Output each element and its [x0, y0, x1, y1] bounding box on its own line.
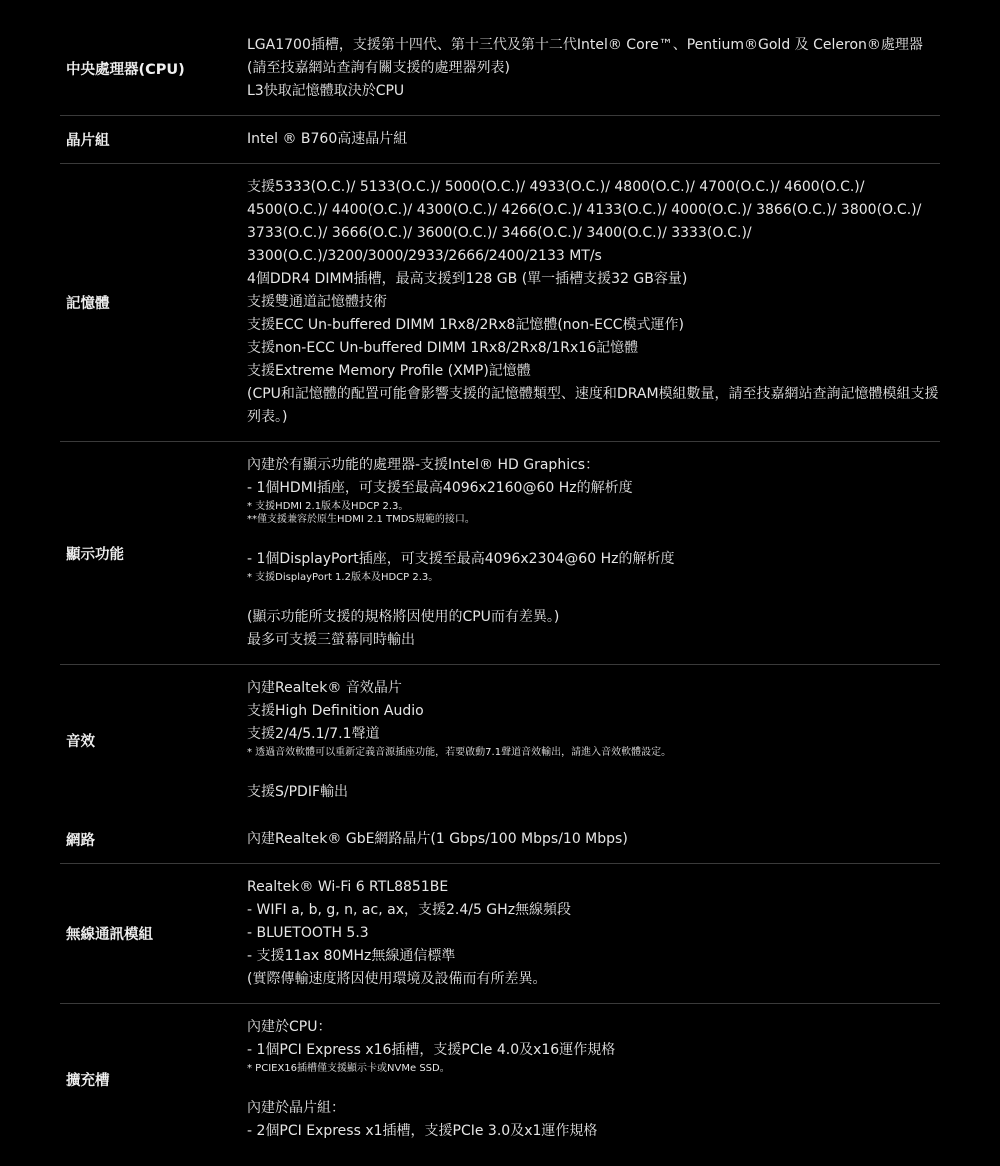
spec-row-expansion [60, 1004, 940, 1155]
spec-label-chipset: 晶片組 [66, 133, 110, 149]
spec-value-memory [247, 176, 940, 429]
spec-note: * 透過音效軟體可以重新定義音源插座功能，若要啟動7.1聲道音效輸出，請進入音效軟體設定。 [247, 747, 672, 758]
spec-line: Realtek® Wi-Fi 6 RTL8851BE [247, 879, 449, 895]
spec-line: LGA1700插槽，支援第十四代、第十三代及第十二代Intel® Core™、Pentium®Gold 及 Celeron®處理器 [247, 37, 923, 53]
spec-line: (請至技嘉網站查詢有關支援的處理器列表) [247, 60, 510, 76]
spec-line: 最多可支援三螢幕同時輸出 [247, 632, 415, 648]
spec-row-wireless [60, 864, 940, 1004]
spec-label-memory: 記憶體 [66, 296, 110, 312]
spec-line: - 1個HDMI插座，可支援至最高4096x2160@60 Hz的解析度 [247, 480, 633, 496]
spec-line: L3快取記憶體取決於CPU [247, 83, 405, 99]
spec-line: (CPU和記憶體的配置可能會影響支援的記憶體類型、速度和DRAM模組數量，請至技嘉網站查詢記憶體模組支援列表。) [247, 386, 939, 425]
spec-label-wireless: 無線通訊模組 [66, 927, 153, 943]
spec-line: Intel ® B760高速晶片組 [247, 131, 408, 147]
spec-line: 支援5333(O.C.)/ 5133(O.C.)/ 5000(O.C.)/ 4933(O.C.)/ 4800(O.C.)/ 4700(O.C.)/ 4600(O.C.)/ 4500(O.C.)/ 4400(O.C.)/ 4300(O.C.)/ 4266(O.C.)/ 4133(O.C.)/ 4000(O.C.)/ 3866(O.C.)/ 3800(O.C.)/ 3733(O.C.)/ 3666(O.C.)/ 3600(O.C.)/ 3466(O.C.)/ 3400(O.C.)/ 3333(O.C.)/ [247, 179, 922, 241]
spec-row-lan [60, 816, 940, 864]
spec-note: * 支援HDMI 2.1版本及HDCP 2.3。 [247, 501, 409, 512]
spec-line: - 支援11ax 80MHz無線通信標準 [247, 948, 456, 964]
spec-line: 支援ECC Un-buffered DIMM 1Rx8/2Rx8記憶體(non-ECC模式運作) [247, 317, 685, 333]
spec-row-memory [60, 164, 940, 442]
spec-line: 支援Extreme Memory Profile (XMP)記憶體 [247, 363, 531, 379]
spec-line: 支援2/4/5.1/7.1聲道 [247, 726, 380, 742]
spec-line: 支援雙通道記憶體技術 [247, 294, 387, 310]
spec-note: * 支援DisplayPort 1.2版本及HDCP 2.3。 [247, 572, 439, 583]
spec-table [60, 22, 940, 1155]
spec-value-lan [247, 828, 940, 851]
spec-value-cpu [247, 34, 940, 103]
spec-line: 3300(O.C.)/3200/3000/2933/2666/2400/2133 MT/s [247, 248, 602, 264]
spec-label-cpu: 中央處理器(CPU) [66, 62, 185, 78]
spec-label-display: 顯示功能 [66, 546, 124, 563]
spacer [247, 584, 940, 606]
spec-label-expansion: 擴充槽 [66, 1073, 110, 1089]
spec-note: * PCIEX16插槽僅支援顯示卡或NVMe SSD。 [247, 1063, 450, 1074]
spacer [247, 759, 940, 781]
spec-line: - 1個PCI Express x16插槽，支援PCIe 4.0及x16運作規格 [247, 1042, 616, 1058]
spacer [247, 1075, 940, 1097]
spec-line: - 1個DisplayPort插座，可支援至最高4096x2304@60 Hz的解析度 [247, 551, 675, 567]
spec-line: 支援High Definition Audio [247, 703, 424, 719]
spec-label-audio: 音效 [66, 734, 95, 750]
spec-line: 4個DDR4 DIMM插槽，最高支援到128 GB (單一插槽支援32 GB容量) [247, 271, 688, 287]
spec-line: 內建於CPU： [247, 1019, 332, 1035]
spec-line: 支援non-ECC Un-buffered DIMM 1Rx8/2Rx8/1Rx16記憶體 [247, 340, 639, 356]
spec-line: (實際傳輸速度將因使用環境及設備而有所差異。 [247, 971, 547, 987]
spec-note: **僅支援兼容於原生HDMI 2.1 TMDS規範的接口。 [247, 514, 475, 525]
spec-line: (顯示功能所支援的規格將因使用的CPU而有差異。) [247, 609, 560, 625]
spec-row-cpu [60, 22, 940, 116]
spec-line: - 2個PCI Express x1插槽，支援PCIe 3.0及x1運作規格 [247, 1123, 598, 1139]
spec-value-chipset [247, 128, 940, 151]
spec-line: - BLUETOOTH 5.3 [247, 925, 369, 941]
spec-line: 內建Realtek® GbE網路晶片(1 Gbps/100 Mbps/10 Mbps) [247, 831, 628, 847]
spec-row-chipset [60, 116, 940, 164]
spec-row-audio [60, 665, 940, 816]
spec-value-wireless [247, 876, 940, 991]
spec-label-lan: 網路 [66, 833, 95, 849]
spec-line: 內建Realtek® 音效晶片 [247, 680, 402, 696]
spacer [247, 526, 940, 548]
spec-line: 內建於晶片組： [247, 1100, 345, 1116]
spec-line: - WIFI a, b, g, n, ac, ax，支援2.4/5 GHz無線頻段 [247, 902, 572, 918]
spec-value-display [247, 454, 940, 652]
spec-line: 支援S/PDIF輸出 [247, 784, 349, 800]
spec-row-display [60, 442, 940, 665]
spec-line: 內建於有顯示功能的處理器-支援Intel® HD Graphics： [247, 457, 600, 473]
spec-value-audio [247, 677, 940, 804]
spec-value-expansion [247, 1016, 940, 1143]
